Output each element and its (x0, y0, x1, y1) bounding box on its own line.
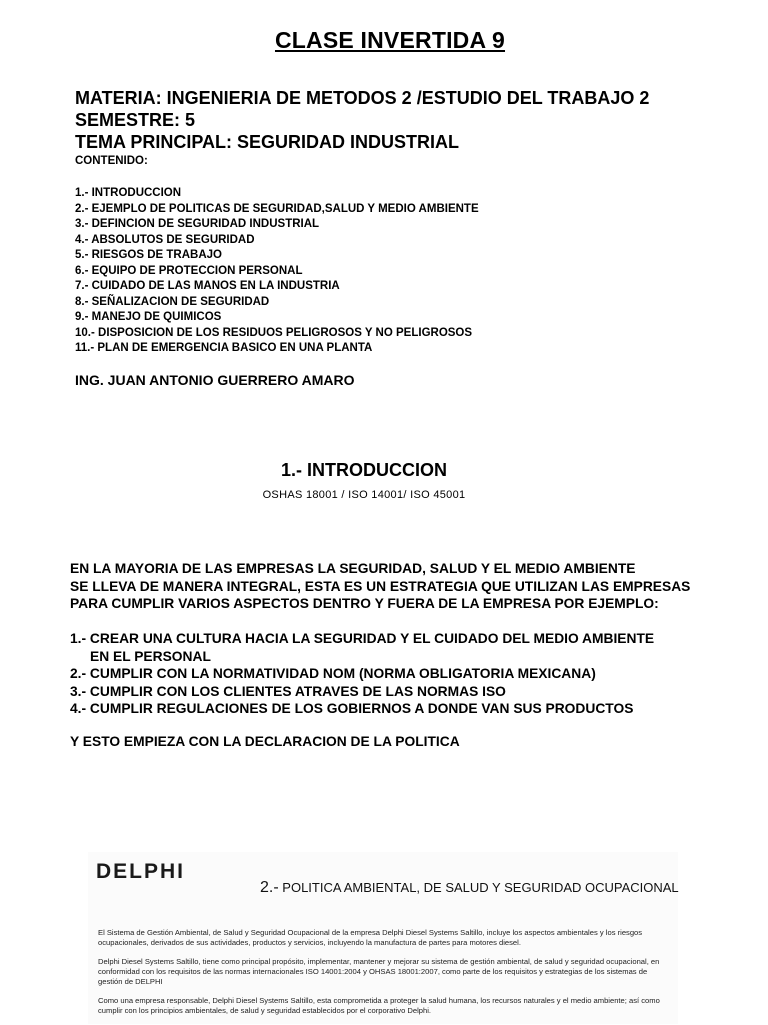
paragraph-line: EN LA MAYORIA DE LAS EMPRESAS LA SEGURIDAD, SALUD Y EL MEDIO AMBIENTE (70, 561, 636, 576)
policy-number: 2.- (260, 879, 279, 896)
toc-item: 4.- ABSOLUTOS DE SEGURIDAD (75, 233, 255, 246)
goal-item-continuation: EN EL PERSONAL (90, 648, 211, 664)
goal-item: 2.- CUMPLIR CON LA NORMATIVIDAD NOM (NORMA OBLIGATORIA MEXICANA) (70, 666, 596, 681)
toc-item: 10.- DISPOSICION DE LOS RESIDUOS PELIGROSOS Y NO PELIGROSOS (75, 326, 473, 339)
toc-item: 2.- EJEMPLO DE POLITICAS DE SEGURIDAD,SALUD Y MEDIO AMBIENTE (75, 202, 479, 215)
closing-line: Y ESTO EMPIEZA CON LA DECLARACION DE LA POLITICA (70, 734, 460, 749)
goal-item: 4.- CUMPLIR REGULACIONES DE LOS GOBIERNOS A DONDE VAN SUS PRODUCTOS (70, 701, 634, 716)
paragraph-line: PARA CUMPLIR VARIOS ASPECTOS DENTRO Y FUERA DE LA EMPRESA POR EJEMPLO: (70, 596, 659, 611)
toc-item: 1.- INTRODUCCION (75, 187, 182, 199)
toc-item: 11.- PLAN DE EMERGENCIA BASICO EN UNA PLANTA (75, 342, 373, 354)
semestre-line: SEMESTRE: 5 (75, 110, 196, 130)
policy-title (260, 879, 679, 897)
contenido-label: CONTENIDO: (75, 155, 148, 167)
toc-item: 3.- DEFINCION DE SEGURIDAD INDUSTRIAL (75, 218, 320, 230)
policy-paragraph: El Sistema de Gestión Ambiental, de Salud y Seguridad Ocupacional de la empresa Delphi Diesel Systems Saltillo, incluye los aspectos ambientales y los riesgos ocupacionales, derivados de sus actividades, productos y servicios, incluyendo la manufactura de partes para motores diesel. (98, 928, 643, 947)
toc-item: 8.- SEÑALIZACION DE SEGURIDAD (75, 295, 270, 308)
policy-title-text: POLITICA AMBIENTAL, DE SALUD Y SEGURIDAD OCUPACIONAL (282, 880, 679, 895)
policy-paragraph: Como una empresa responsable, Delphi Diesel Systems Saltillo, esta comprometida a proteger la salud humana, los recursos naturales y el medio ambiente; así como cumplir con los principios ambientales, de salud y seguridad establecidos por el corporativo Delphi. (98, 996, 660, 1015)
goals-list (70, 630, 760, 718)
scanned-policy-document (88, 852, 678, 1024)
delphi-logo: DELPHI (96, 860, 186, 883)
toc-item: 7.- CUIDADO DE LAS MANOS EN LA INDUSTRIA (75, 280, 340, 292)
table-of-contents (75, 186, 479, 357)
goal-item: 1.- CREAR UNA CULTURA HACIA LA SEGURIDAD Y EL CUIDADO DEL MEDIO AMBIENTE (70, 631, 655, 646)
paragraph-line: SE LLEVA DE MANERA INTEGRAL, ESTA ES UN ESTRATEGIA QUE UTILIZAN LAS EMPRESAS (70, 578, 691, 594)
section-subtitle-standards: OSHAS 18001 / ISO 14001/ ISO 45001 (262, 489, 466, 501)
policy-paragraph: Delphi Diesel Systems Saltillo, tiene como principal propósito, implementar, mantener y mejorar su sistema de gestión ambiental, de salud y seguridad ocupacional, en conformidad con los requisitos de las normas internacionales ISO 14001:2004 y OHSAS 18001:2007, como parte de los requisitos y estrategias de los sistemas de gestión de DELPHI (98, 957, 660, 986)
toc-item: 9.- MANEJO DE QUIMICOS (75, 311, 222, 323)
policy-body (98, 928, 673, 1025)
toc-item: 5.- RIESGOS DE TRABAJO (75, 249, 222, 261)
page-title: CLASE INVERTIDA 9 (274, 27, 506, 53)
goal-item: 3.- CUMPLIR CON LOS CLIENTES ATRAVES DE LAS NORMAS ISO (70, 683, 506, 699)
intro-paragraph (70, 560, 760, 613)
materia-line: MATERIA: INGENIERIA DE METODOS 2 /ESTUDIO DEL TRABAJO 2 (75, 88, 650, 108)
course-header (75, 87, 755, 169)
toc-item: 6.- EQUIPO DE PROTECCION PERSONAL (75, 264, 303, 277)
tema-line: TEMA PRINCIPAL: SEGURIDAD INDUSTRIAL (75, 132, 459, 152)
author-name: ING. JUAN ANTONIO GUERRERO AMARO (75, 372, 355, 388)
section-title-introduccion: 1.- INTRODUCCION (281, 460, 447, 480)
